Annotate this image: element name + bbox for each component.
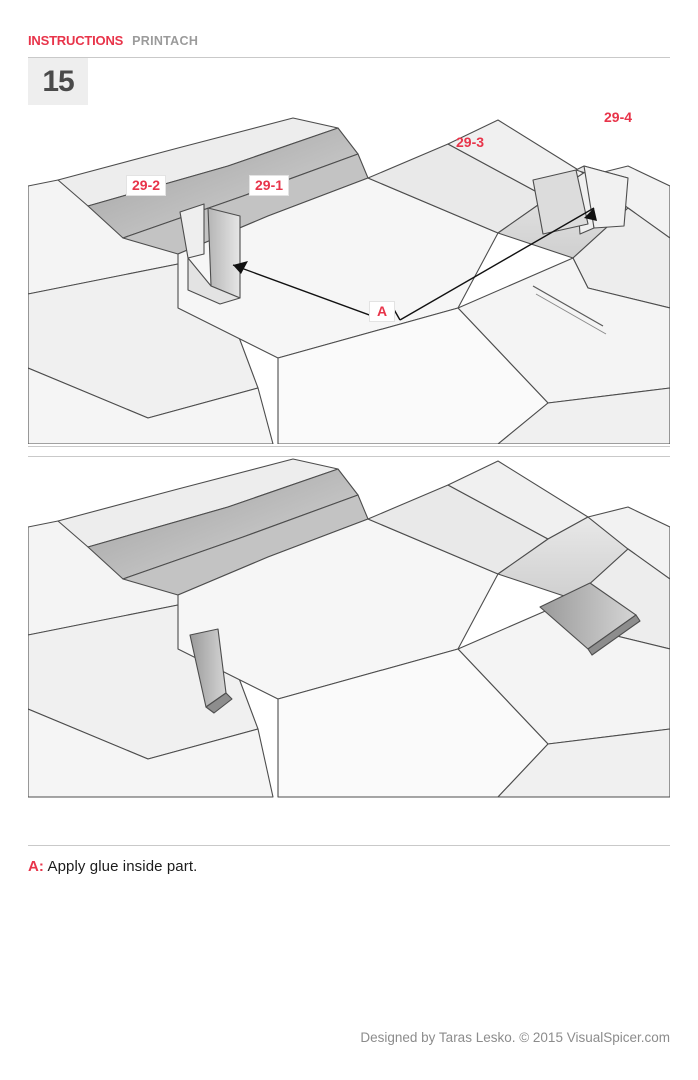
callout-29-3: 29-3 [456,134,485,150]
exploded-assembly-drawing [28,58,670,444]
glue-note-key: A: [28,858,45,875]
page-header [28,33,198,48]
step-number-badge: 15 [28,58,88,105]
callout-29-4: 29-4 [604,109,633,125]
assembled-result-view [28,456,670,846]
callout-29-2: 29-2 [126,175,166,196]
assembled-result-drawing [28,457,670,843]
glue-note [28,858,197,875]
exploded-assembly-view [28,57,670,447]
glue-note-text: Apply glue inside part. [44,858,198,875]
callout-A: A [369,301,395,322]
credit-line: Designed by Taras Lesko. © 2015 VisualSpicer.com [360,1030,670,1045]
instructions-label: INSTRUCTIONS [28,33,124,48]
brand-label: PRINTACH [132,34,199,48]
callout-29-1: 29-1 [249,175,289,196]
